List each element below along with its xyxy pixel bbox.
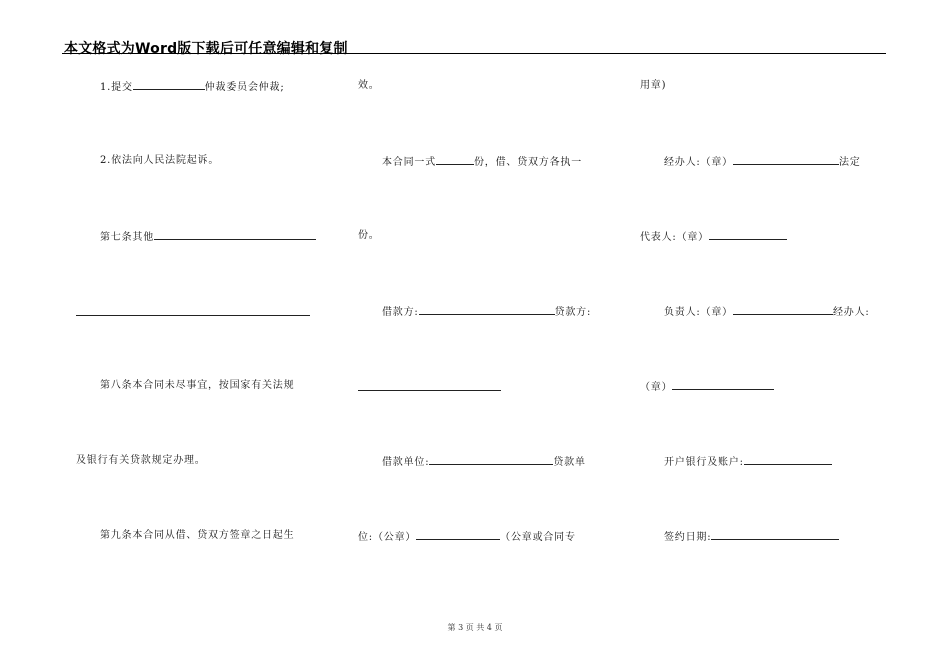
borrowing-unit-label: 借款单位: xyxy=(382,457,430,468)
signing-date-label: 签约日期: xyxy=(664,532,712,543)
handler-label: 经办人:（章） xyxy=(664,157,733,168)
col1-line-6: 及银行有关贷款规定办理。 xyxy=(76,455,206,466)
col3-line-3 xyxy=(640,229,787,244)
page-number: 第 3 页 共 4 页 xyxy=(447,623,503,632)
col1-line-7: 第九条本合同从借、贷双方签章之日起生 xyxy=(100,530,295,541)
responsible-person-label: 负责人:（章） xyxy=(664,307,733,318)
seal-blank xyxy=(672,379,774,390)
col3-line-7 xyxy=(664,529,839,544)
col3-line-1: 用章) xyxy=(640,80,667,91)
col1-line-3 xyxy=(100,229,316,244)
borrower-label: 借款方: xyxy=(382,307,419,318)
col2-line-7-prefix: 位:（公章） xyxy=(358,532,417,543)
col2-line-2-suffix: 份，借、贷双方各执一 xyxy=(474,157,582,168)
col2-line-7 xyxy=(358,529,576,544)
header-divider xyxy=(62,53,886,54)
representative-label: 代表人:（章） xyxy=(640,232,709,243)
col1-line-2: 2.依法向人民法院起诉。 xyxy=(100,155,220,166)
legal-label: 法定 xyxy=(838,157,861,168)
col2-line-2 xyxy=(382,154,582,169)
col1-line-1-prefix: 1.提交 xyxy=(100,82,133,93)
col2-line-2-prefix: 本合同一式 xyxy=(382,157,436,168)
signing-date-blank xyxy=(711,529,839,540)
col3-line-2 xyxy=(664,154,861,169)
col3-line-5 xyxy=(640,379,774,394)
col1-line-1 xyxy=(100,79,285,94)
official-seal-blank xyxy=(416,529,500,540)
col2-line-6 xyxy=(382,454,586,469)
responsible-person-blank xyxy=(733,304,833,315)
article-7-label: 第七条其他 xyxy=(100,232,154,243)
article-7-continuation-blank xyxy=(76,315,310,316)
arbitration-committee-blank xyxy=(133,79,205,90)
handler-2-label: 经办人: xyxy=(832,307,870,318)
lender-blank xyxy=(358,390,501,391)
borrowing-unit-blank xyxy=(429,454,553,465)
col1-line-5: 第八条本合同未尽事宜，按国家有关法规 xyxy=(100,380,295,391)
col3-line-4 xyxy=(664,304,870,319)
col2-line-4 xyxy=(382,304,591,319)
document-header-title: 本文格式为Word版下载后可任意编辑和复制 xyxy=(64,41,348,57)
representative-blank xyxy=(709,229,787,240)
article-7-blank xyxy=(154,229,316,240)
borrower-blank xyxy=(419,304,555,315)
lending-unit-label: 贷款单 xyxy=(553,457,586,468)
bank-account-blank xyxy=(744,454,832,465)
col2-line-1: 效。 xyxy=(358,80,380,91)
lender-label: 贷款方: xyxy=(554,307,592,318)
col2-line-7-suffix: （公章或合同专 xyxy=(500,532,576,543)
seal-label: （章） xyxy=(640,382,673,393)
col1-line-1-suffix: 仲裁委员会仲裁; xyxy=(204,82,285,93)
bank-account-label: 开户银行及账户: xyxy=(664,457,744,468)
col3-line-6 xyxy=(664,454,832,469)
col2-line-3: 份。 xyxy=(358,230,380,241)
handler-blank xyxy=(733,154,839,165)
copies-count-blank xyxy=(436,154,474,165)
